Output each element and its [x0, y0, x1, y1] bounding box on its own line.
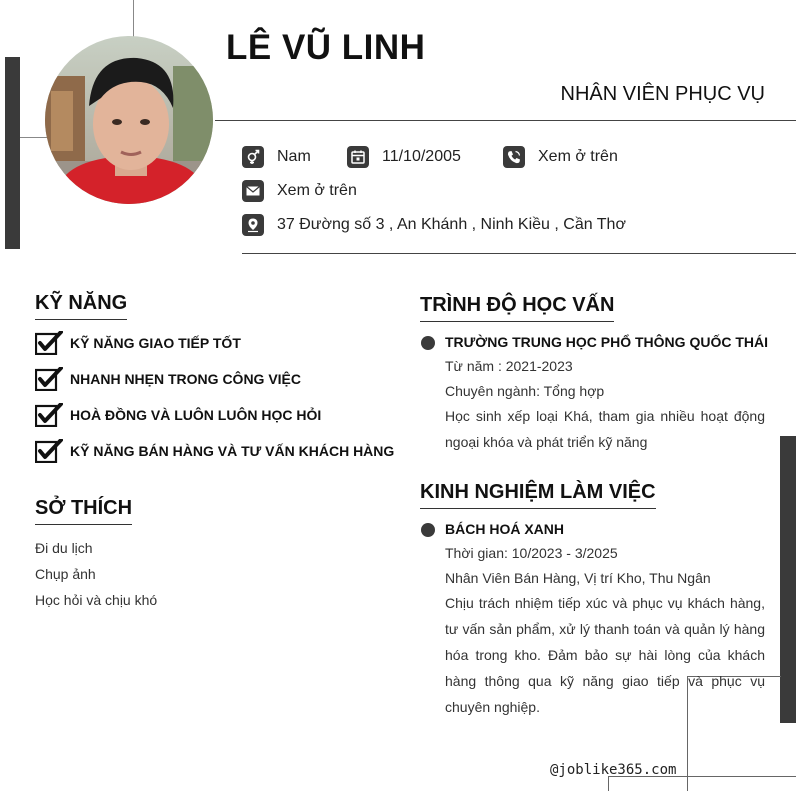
- skills-title: KỸ NĂNG: [35, 292, 127, 320]
- bullet-icon: [421, 523, 435, 537]
- skill-label: KỸ NĂNG GIAO TIẾP TỐT: [70, 335, 241, 351]
- skill-label: NHANH NHẸN TRONG CÔNG VIỆC: [70, 371, 302, 387]
- experience-description: Chịu trách nhiệm tiếp xúc và phục vụ khách hàng, tư vấn sản phẩm, xử lý thanh toán và quản lý hàng hóa trong kho. Đảm bảo sự hài lòng của khách hàng thông qua kỹ năng giao tiếp và phục vụ chuyên nghiệp.: [445, 595, 765, 715]
- left-accent-bar: [5, 57, 20, 249]
- header-divider: [215, 120, 796, 121]
- phone-value: Xem ở trên: [538, 148, 618, 165]
- birthdate-info: [347, 146, 461, 168]
- skill-item: [35, 367, 301, 391]
- top-divider-line: [133, 0, 134, 37]
- corner-frame-line: [608, 776, 609, 791]
- hobbies-title: SỞ THÍCH: [35, 497, 132, 525]
- email-value: Xem ở trên: [277, 182, 357, 199]
- education-description: Học sinh xếp loại Khá, tham gia nhiều hoạt động ngoại khóa và phát triển kỹ năng: [445, 408, 765, 450]
- school-name: TRƯỜNG TRUNG HỌC PHỔ THÔNG QUỐC THÁI: [445, 334, 768, 350]
- gender-info: [242, 146, 311, 168]
- skill-label: HOÀ ĐỒNG VÀ LUÔN LUÔN HỌC HỎI: [70, 407, 322, 423]
- checkbox-checked-icon: [35, 403, 63, 427]
- calendar-icon: [347, 146, 369, 168]
- phone-icon: [503, 146, 525, 168]
- job-position: NHÂN VIÊN PHỤC VỤ: [560, 83, 765, 105]
- bullet-icon: [421, 336, 435, 350]
- experience-role: Nhân Viên Bán Hàng, Vị trí Kho, Thu Ngân: [445, 570, 711, 586]
- left-divider-line: [20, 137, 48, 138]
- company-name: BÁCH HOÁ XANH: [445, 521, 564, 537]
- hobby-item: Học hỏi và chịu khó: [35, 592, 158, 608]
- education-title: TRÌNH ĐỘ HỌC VẤN: [420, 294, 614, 322]
- skill-item: [35, 403, 321, 427]
- candidate-name: LÊ VŨ LINH: [226, 28, 426, 67]
- address-value: 37 Đường số 3 , An Khánh , Ninh Kiều , Cần Thơ: [277, 216, 626, 233]
- checkbox-checked-icon: [35, 331, 63, 355]
- skill-item: [35, 331, 241, 355]
- checkbox-checked-icon: [35, 367, 63, 391]
- hobby-item: Chụp ảnh: [35, 566, 96, 582]
- hobby-item: Đi du lịch: [35, 540, 93, 556]
- header-divider: [242, 253, 796, 254]
- checkbox-checked-icon: [35, 439, 63, 463]
- address-info: [242, 214, 626, 236]
- gender-value: Nam: [277, 148, 311, 165]
- right-accent-bar: [780, 436, 796, 723]
- skill-label: KỸ NĂNG BÁN HÀNG VÀ TƯ VẤN KHÁCH HÀNG: [70, 443, 395, 459]
- phone-info: [503, 146, 618, 168]
- gender-icon: [242, 146, 264, 168]
- skill-item: [35, 439, 394, 463]
- location-icon: [242, 214, 264, 236]
- experience-period: Thời gian: 10/2023 - 3/2025: [445, 545, 618, 561]
- email-icon: [242, 180, 264, 202]
- profile-photo: [45, 36, 213, 204]
- email-info: [242, 180, 357, 202]
- birthdate-value: 11/10/2005: [382, 148, 461, 165]
- education-major: Chuyên ngành: Tổng hợp: [445, 383, 605, 399]
- watermark-text: @joblike365.com: [550, 762, 677, 778]
- experience-title: KINH NGHIỆM LÀM VIỆC: [420, 481, 656, 509]
- education-period: Từ năm : 2021-2023: [445, 358, 573, 374]
